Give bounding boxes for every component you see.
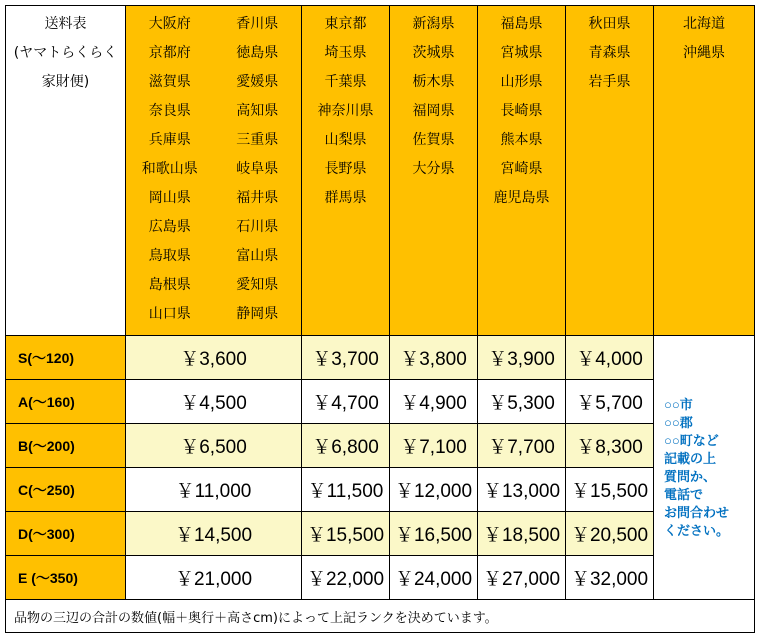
zone-header-remote — [654, 6, 755, 336]
prefecture: 熊本県 — [500, 132, 543, 148]
price-cell: ￥4,000 — [566, 336, 654, 380]
rank-label: D(～300) — [6, 512, 126, 556]
price-cell: ￥18,500 — [478, 512, 566, 556]
prefecture: 和歌山県 — [141, 161, 198, 177]
zone-header-3 — [390, 6, 478, 336]
prefecture: 長崎県 — [500, 103, 543, 119]
note-line: 質問か、 — [664, 468, 717, 484]
title-line: 送料表 — [44, 16, 87, 32]
footer-note: 品物の三辺の合計の数値(幅＋奥行＋高さcm)によって上記ランクを決めています。 — [6, 600, 755, 633]
price-cell: ￥5,300 — [478, 380, 566, 424]
shipping-rate-table — [5, 5, 755, 633]
prefecture: 三重県 — [236, 132, 279, 148]
prefecture: 富山県 — [236, 248, 279, 264]
prefecture: 福岡県 — [412, 103, 455, 119]
title-line: 家財便) — [41, 74, 90, 90]
prefecture: 広島県 — [148, 219, 191, 235]
rank-label: S(～120) — [6, 336, 126, 380]
price-cell: ￥22,000 — [302, 556, 390, 600]
prefecture: 愛媛県 — [236, 74, 279, 90]
note-line: お問合わせ — [664, 504, 730, 520]
price-cell: ￥7,100 — [390, 424, 478, 468]
price-cell: ￥24,000 — [390, 556, 478, 600]
prefecture: 静岡県 — [236, 306, 279, 322]
table-row — [6, 556, 755, 600]
prefecture: 北海道 — [683, 16, 725, 32]
price-cell: ￥27,000 — [478, 556, 566, 600]
prefecture: 栃木県 — [412, 74, 455, 90]
price-cell: ￥6,800 — [302, 424, 390, 468]
price-cell: ￥12,000 — [390, 468, 478, 512]
note-line: ○○郡 — [664, 414, 693, 430]
header-row — [6, 6, 755, 336]
rank-label: C(～250) — [6, 468, 126, 512]
price-cell: ￥3,600 — [126, 336, 302, 380]
prefecture: 兵庫県 — [148, 132, 191, 148]
zone-header-kansai-shikoku — [126, 6, 302, 336]
table-row — [6, 380, 755, 424]
table-row — [6, 424, 755, 468]
prefecture: 山口県 — [148, 306, 191, 322]
note-line: ○○町など — [664, 432, 719, 448]
prefecture: 茨城県 — [412, 45, 455, 61]
price-cell: ￥32,000 — [566, 556, 654, 600]
price-cell: ￥8,300 — [566, 424, 654, 468]
prefecture: 香川県 — [236, 16, 279, 32]
title-line: (ヤマトらくらく — [13, 45, 118, 61]
note-line: ○○市 — [664, 396, 693, 412]
price-cell: ￥6,500 — [126, 424, 302, 468]
price-cell: ￥3,800 — [390, 336, 478, 380]
table-row — [6, 512, 755, 556]
zone-header-4 — [478, 6, 566, 336]
price-cell: ￥14,500 — [126, 512, 302, 556]
prefecture: 岩手県 — [588, 74, 631, 90]
prefecture: 鹿児島県 — [493, 190, 550, 206]
prefecture: 宮崎県 — [500, 161, 543, 177]
prefecture: 山梨県 — [324, 132, 367, 148]
rank-label: A(～160) — [6, 380, 126, 424]
prefecture: 佐賀県 — [412, 132, 455, 148]
prefecture: 岐阜県 — [236, 161, 279, 177]
prefecture: 鳥取県 — [148, 248, 191, 264]
prefecture: 石川県 — [236, 219, 279, 235]
prefecture: 神奈川県 — [317, 103, 374, 119]
note-line: ください。 — [664, 522, 730, 538]
price-cell: ￥3,900 — [478, 336, 566, 380]
prefecture-column — [126, 10, 214, 322]
prefecture: 新潟県 — [412, 16, 455, 32]
prefecture: 長野県 — [324, 161, 367, 177]
prefecture: 高知県 — [236, 103, 279, 119]
price-cell: ￥21,000 — [126, 556, 302, 600]
prefecture: 東京都 — [324, 16, 367, 32]
prefecture: 滋賀県 — [148, 74, 191, 90]
prefecture: 岡山県 — [148, 190, 191, 206]
footer-row — [6, 600, 755, 633]
prefecture-column — [214, 10, 302, 322]
price-cell: ￥16,500 — [390, 512, 478, 556]
prefecture: 埼玉県 — [324, 45, 367, 61]
prefecture: 島根県 — [148, 277, 191, 293]
price-cell: ￥13,000 — [478, 468, 566, 512]
contact-note — [654, 336, 755, 600]
zone-header-kanto — [302, 6, 390, 336]
rank-label: E (～350) — [6, 556, 126, 600]
rank-label: B(～200) — [6, 424, 126, 468]
price-cell: ￥11,000 — [126, 468, 302, 512]
price-cell: ￥15,500 — [302, 512, 390, 556]
prefecture: 京都府 — [148, 45, 191, 61]
prefecture: 青森県 — [588, 45, 631, 61]
price-cell: ￥7,700 — [478, 424, 566, 468]
price-cell: ￥5,700 — [566, 380, 654, 424]
prefecture: 徳島県 — [236, 45, 279, 61]
prefecture: 奈良県 — [148, 103, 191, 119]
zone-header-tohoku — [566, 6, 654, 336]
prefecture: 千葉県 — [324, 74, 367, 90]
note-line: 電話で — [664, 486, 704, 502]
prefecture: 群馬県 — [324, 190, 367, 206]
table-row — [6, 336, 755, 380]
prefecture: 大分県 — [412, 161, 455, 177]
prefecture: 福島県 — [500, 16, 543, 32]
prefecture: 沖縄県 — [683, 45, 725, 61]
table-row — [6, 468, 755, 512]
note-line: 記載の上 — [664, 450, 717, 466]
prefecture: 福井県 — [236, 190, 279, 206]
price-cell: ￥4,900 — [390, 380, 478, 424]
price-cell: ￥20,500 — [566, 512, 654, 556]
price-cell: ￥15,500 — [566, 468, 654, 512]
prefecture: 宮城県 — [500, 45, 543, 61]
prefecture: 山形県 — [500, 74, 543, 90]
prefecture: 秋田県 — [588, 16, 631, 32]
price-cell: ￥11,500 — [302, 468, 390, 512]
prefecture: 大阪府 — [148, 16, 191, 32]
price-cell: ￥4,700 — [302, 380, 390, 424]
price-cell: ￥4,500 — [126, 380, 302, 424]
prefecture: 愛知県 — [236, 277, 279, 293]
table-title — [6, 6, 126, 336]
price-cell: ￥3,700 — [302, 336, 390, 380]
